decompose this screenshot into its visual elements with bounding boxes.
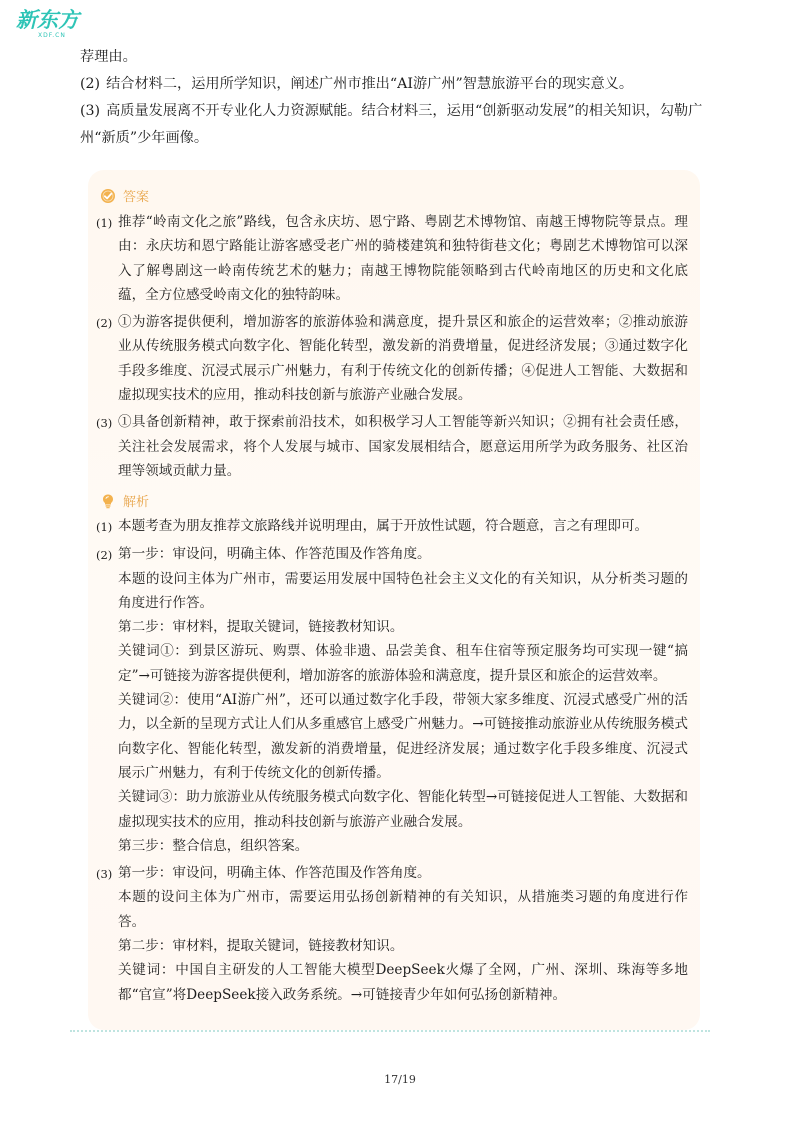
page-number: 17/19 bbox=[384, 1073, 416, 1086]
logo-subtext: XDF.CN bbox=[38, 32, 66, 39]
lightbulb-icon bbox=[100, 493, 116, 509]
analysis-heading-label: 解析 bbox=[123, 495, 150, 510]
analysis-list bbox=[96, 514, 688, 1010]
dotted-divider bbox=[70, 1030, 710, 1032]
question-line: 荐理由。 bbox=[80, 49, 137, 65]
question-block bbox=[80, 44, 720, 152]
answer-list bbox=[96, 210, 688, 486]
answer-item: (2) ①为游客提供便利，增加游客的旅游体验和满意度，提升景区和旅企的运营效率；②推动旅游业从传统服务模式向数字化、智能化转型，激发新的消费增量，促进经济发展；③通过数字化手段多维度、沉浸式展示广州魅力，有利于传统文化的创新传播；④促进人工智能、大数据和虚拟现实技术的应用，推动科技创新与旅游产业融合发展。 bbox=[96, 314, 688, 404]
answer-item: (3) ①具备创新精神，敢于探索前沿技术，如积极学习人工智能等新兴知识；②拥有社会责任感，关注社会发展需求，将个人发展与城市、国家发展相结合，愿意运用所学为政务服务、社区治理等领域贡献力量。 bbox=[96, 414, 688, 479]
analysis-item: (3) 第一步：审设问，明确主体、作答范围及作答角度。 本题的设问主体为广州市，需要运用弘扬创新精神的有关知识，从措施类习题的角度进行作答。 第二步：审材料，提取关键词，链接教材知识。 关键词：中国自主研发的人工智能大模型DeepSeek火爆了全网，广州、深圳、珠海等多地都“官宣”将DeepSeek接入政务系统。→可链接青少年如何弘扬创新精神。 bbox=[96, 865, 688, 1003]
answer-item: (1) 推荐“岭南文化之旅”路线，包含永庆坊、恩宁路、粤剧艺术博物馆、南越王博物院等景点。理由：永庆坊和恩宁路能让游客感受老广州的骑楼建筑和独特街巷文化；粤剧艺术博物馆可以深入了解粤剧这一岭南传统艺术的魅力；南越王博物院能领略到古代岭南地区的历史和文化底蕴，全方位感受岭南文化的独特韵味。 bbox=[96, 214, 688, 303]
logo-text: 新东方 bbox=[16, 8, 79, 32]
answer-heading bbox=[100, 186, 149, 205]
analysis-heading bbox=[100, 491, 149, 510]
xdf-logo bbox=[16, 8, 86, 42]
answer-heading-label: 答案 bbox=[123, 190, 150, 205]
question-line: (3) 高质量发展离不开专业化人力资源赋能。结合材料三，运用“创新驱动发展”的相关知识，勾勒广州“新质”少年画像。 bbox=[80, 103, 703, 146]
question-line: (2) 结合材料二，运用所学知识，阐述广州市推出“AI游广州”智慧旅游平台的现实意义。 bbox=[80, 76, 634, 92]
analysis-item: (1) 本题考查为朋友推荐文旅路线并说明理由，属于开放性试题，符合题意，言之有理即可。 bbox=[96, 518, 649, 534]
check-badge-icon bbox=[100, 188, 116, 204]
analysis-item: (2) 第一步：审设问，明确主体、作答范围及作答角度。 本题的设问主体为广州市，需要运用发展中国特色社会主义文化的有关知识，从分析类习题的角度进行作答。 第二步：审材料，提取关键词，链接教材知识。 关键词①：到景区游玩、购票、体验非遗、品尝美食、租车住宿等预定服务均可实现一键“搞定”→可链接为游客提供便利，增加游客的旅游体验和满意度，提升景区和旅企的运营效率。 关键词②：使用“AI游广州”，还可以通过数字化手段，带领大家多维度、沉浸式感受广州的活力，以全新的呈现方式让人们从多重感官上感受广州魅力。→可链接推动旅游业从传统服务模式向数字化、智能化转型，激发新的消费增量，促进经济发展；通过数字化手段多维度、沉浸式展示广州魅力，有利于传统文化的创新传播。 关键词③：助力旅游业从传统服务模式向数字化、智能化转型→可链接促进人工智能、大数据和虚拟现实技术的应用，推动科技创新与旅游产业融合发展。 第三步：整合信息，组织答案。 bbox=[96, 546, 688, 854]
